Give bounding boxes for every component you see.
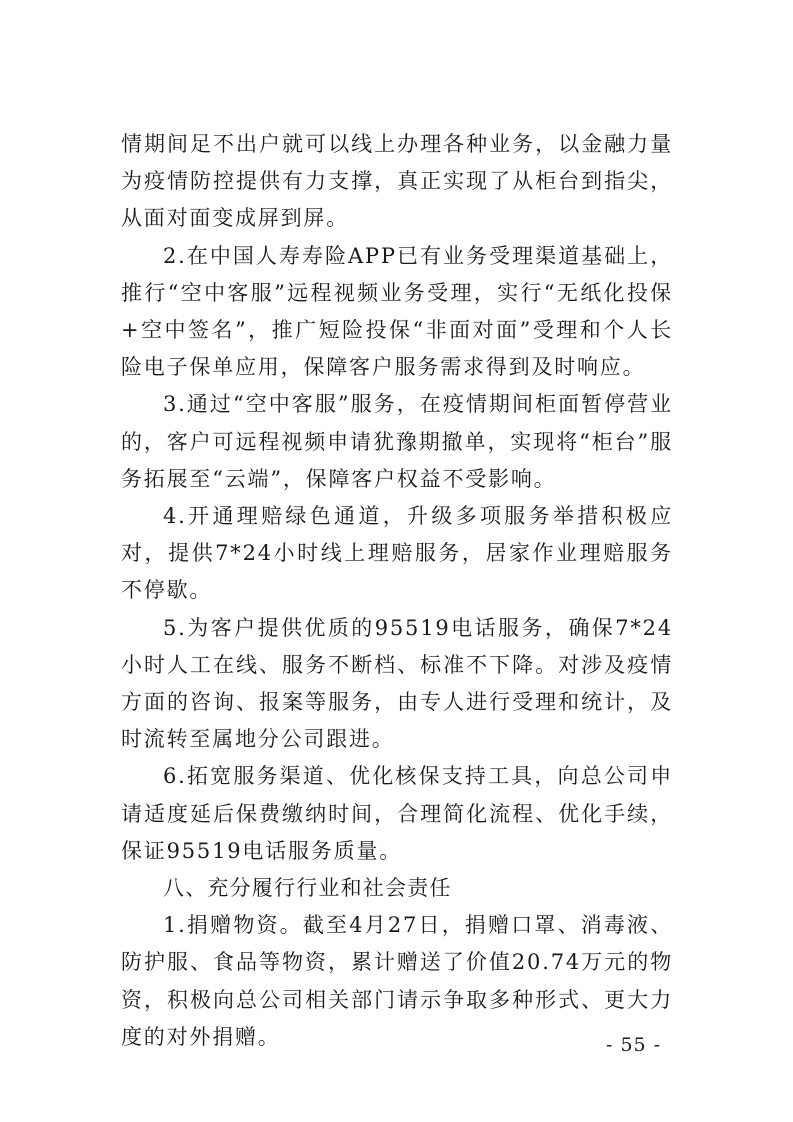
section-paragraph-1: 1.捐赠物资。截至4月27日，捐赠口罩、消毒液、防护服、食品等物资，累计赠送了价值20.74万元的物资，积极向总公司相关部门请示争取多种形式、更大力度的对外捐赠。: [121, 913, 673, 1049]
paragraph-item-6: 6.拓宽服务渠道、优化核保支持工具，向总公司申请适度延后保费缴纳时间，合理简化流程、优化手续，保证95519电话服务质量。: [121, 764, 673, 863]
page-body: [121, 126, 673, 1056]
page-number: - 55 -: [606, 1034, 662, 1056]
section-heading: 八、充分履行行业和社会责任: [163, 876, 452, 901]
paragraph-item-2: 2.在中国人寿寿险APP已有业务受理渠道基础上，推行“空中客服”远程视频业务受理，实行“无纸化投保+空中签名”，推广短险投保“非面对面”受理和个人长险电子保单应用，保障客户服务需求得到及时响应。: [121, 243, 673, 380]
paragraph-item-4: 4.开通理赔绿色通道，升级多项服务举措积极应对，提供7*24小时线上理赔服务，居家作业理赔服务不停歇。: [121, 504, 673, 603]
paragraph-item-3: 3.通过“空中客服”服务，在疫情期间柜面暂停营业的，客户可远程视频申请犹豫期撤单，实现将“柜台”服务拓展至“云端”，保障客户权益不受影响。: [121, 392, 673, 491]
paragraph-continuation: 情期间足不出户就可以线上办理各种业务，以金融力量为疫情防控提供有力支撑，真正实现了从柜台到指尖，从面对面变成屏到屏。: [121, 132, 673, 231]
paragraph-item-5: 5.为客户提供优质的95519电话服务，确保7*24小时人工在线、服务不断档、标准不下降。对涉及疫情方面的咨询、报案等服务，由专人进行受理和统计，及时流转至属地分公司跟进。: [121, 615, 673, 752]
